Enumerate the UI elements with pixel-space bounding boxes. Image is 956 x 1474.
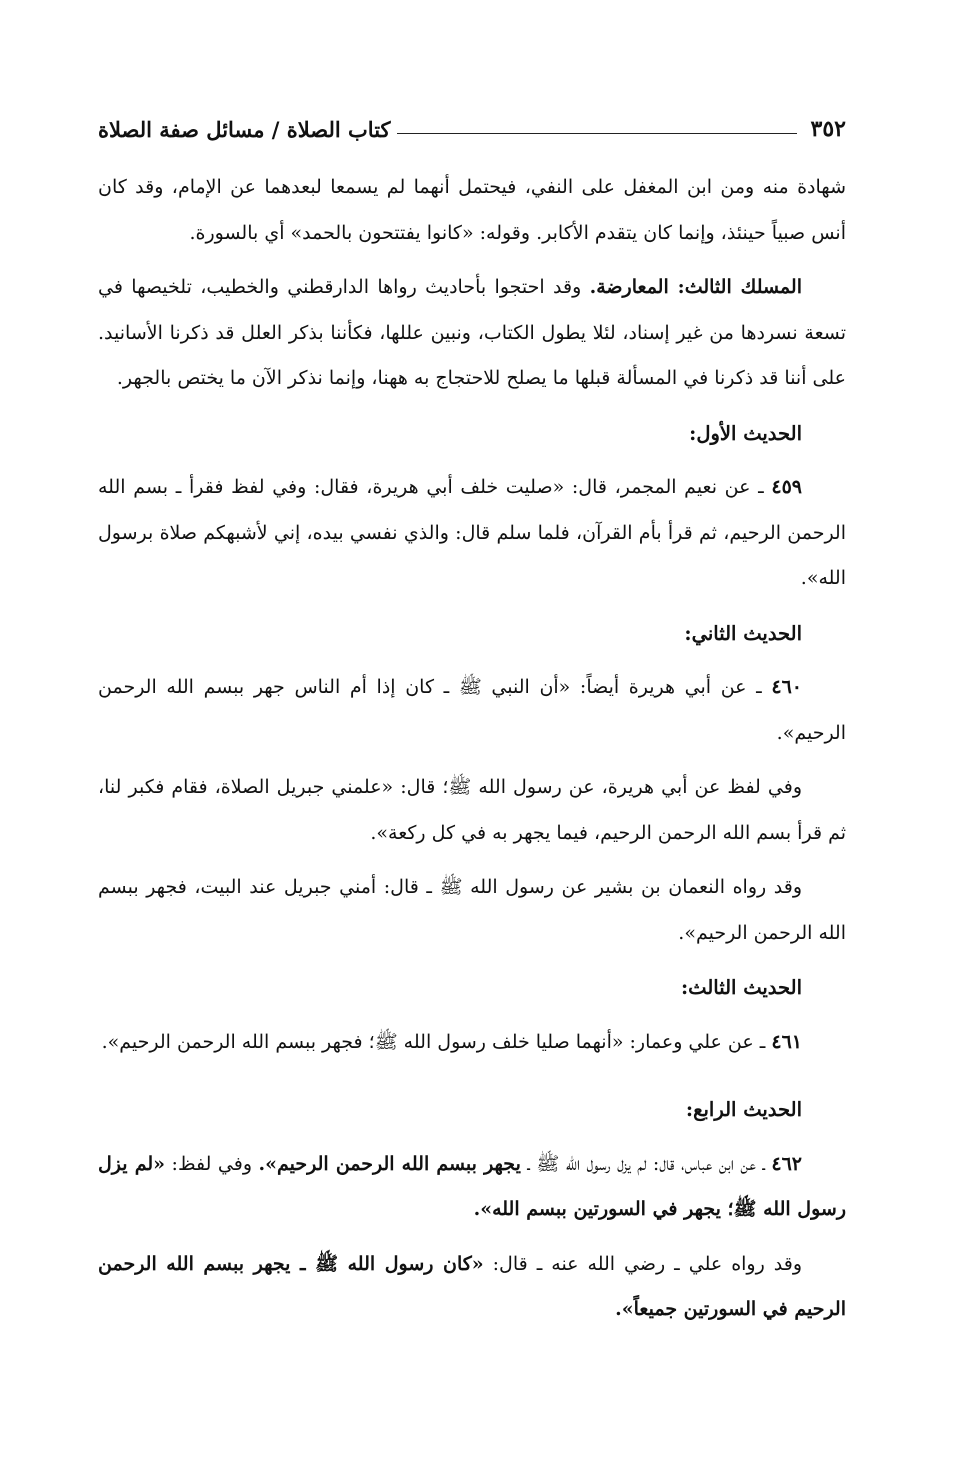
hadith-461 (98, 1020, 846, 1066)
hadith-462-ali (98, 1242, 846, 1333)
heading-hadith-2: الحديث الثاني: (684, 621, 802, 645)
hadith-number: ٤٥٩ (771, 476, 802, 498)
hadith-text-bold: «لم يزل رسول الله ﷺ؛ يجهر في السورتين ببسم الله». (98, 1152, 846, 1220)
hadith-number: ٤٦٢ (771, 1152, 802, 1175)
hadith-number: ٤٦٠ (771, 676, 802, 698)
hadith-text: ـ عن نعيم المجمر، قال: «صليت خلف أبي هريرة، فقال: وفي لفظ فقرأ ـ بسم الله الرحمن الرحيم، ثم قرأ بأم القرآن، فلما سلم قال: والذي نفسي بيده، إني لأشبهكم صلاة برسول الله». (98, 476, 846, 589)
heading-hadith-4: الحديث الرابع: (685, 1098, 802, 1121)
page-header (98, 108, 846, 142)
section-lead: المسلك الثالث: المعارضة. (589, 276, 802, 298)
hadith-460-numan: وقد رواه النعمان بن بشير عن رسول الله ﷺ ـ قال: أمني جبريل عند البيت، فجهر ببسم الله الرحمن الرحيم». (98, 876, 846, 944)
paragraph-1: شهادة منه ومن ابن المغفل على النفي، فيحتمل أنهما لم يسمعا لبعدهما عن الإمام، وقد كان أنس صبياً حينئذ، وإنما كان يتقدم الأكابر. وقوله: «كانوا يفتتحون بالحمد» أي بالسورة. (98, 176, 846, 244)
hadith-460-variant: وفي لفظ عن أبي هريرة، عن رسول الله ﷺ؛ قال: «علمني جبريل الصلاة، فقام فكبر لنا، ثم قرأ بسم الله الرحمن الرحيم، فيما يجهر به في كل ركعة». (98, 776, 846, 844)
hadith-text: ـ عن أبي هريرة أيضاً: «أن النبي ﷺ ـ كان إذا أم الناس جهر ببسم الله الرحمن الرحيم». (98, 676, 846, 744)
page-number: ٣٥٢ (810, 116, 846, 142)
hadith-text: وفي لفظ: (165, 1152, 259, 1175)
paragraph-text: وقد احتجوا بأحاديث رواها الدارقطني والخطيب، تلخيصها في تسعة نسردها من غير إسناد، لئلا يطول الكتاب، ونبين عللها، فكأننا بذكر العلل قد ذكرنا الأسانيد. على أننا قد ذكرنا في المسألة قبلها ما يصلح للاحتجاج به ههنا، وإنما نذكر الآن ما يختص بالجهر. (98, 276, 846, 389)
heading-hadith-3: الحديث الثالث: (680, 976, 802, 999)
hadith-text: ـ عن علي وعمار: «أنهما صليا خلف رسول الله ﷺ؛ فجهر ببسم الله الرحمن الرحيم». (101, 1030, 772, 1053)
paragraph-third-approach (98, 265, 846, 402)
hadith-text: ـ عن ابن عباس، قال: لم يزل رسول الله ﷺ ـ (520, 1152, 772, 1175)
hadith-462 (98, 1142, 846, 1233)
page-body (98, 165, 846, 1342)
chapter-title: كتاب الصلاة / مسائل صفة الصلاة (98, 117, 391, 142)
heading-hadith-1: الحديث الأول: (689, 421, 802, 445)
hadith-number: ٤٦١ (771, 1030, 802, 1053)
header-rule (397, 133, 797, 134)
hadith-460 (98, 665, 846, 756)
hadith-text-bold: «كان رسول الله ﷺ ـ يجهر ببسم الله الرحمن الرحيم في السورتين جميعاً». (98, 1252, 846, 1320)
hadith-459 (98, 465, 846, 602)
hadith-text-bold: يجهر ببسم الله الرحمن الرحيم». (258, 1152, 521, 1175)
hadith-text: وقد رواه علي ـ رضي الله عنه ـ قال: (483, 1252, 802, 1275)
